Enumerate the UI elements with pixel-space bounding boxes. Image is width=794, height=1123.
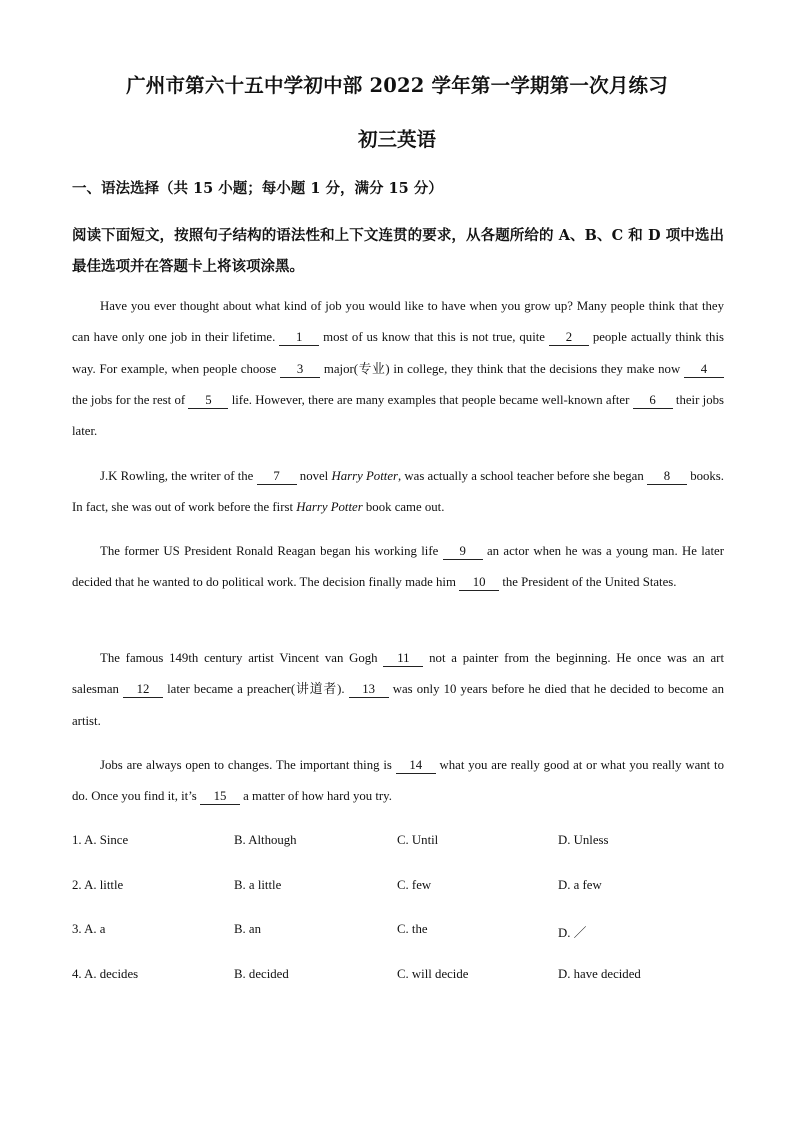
passage-paragraph-5: Jobs are always open to changes. The important thing is 14 what you are really good at or what you really want to do. Once you find it, it’s 15 a matter of how hard you try. (72, 758, 725, 804)
exam-subtitle: 初三英语 (357, 128, 436, 151)
option-b: B. Although (234, 833, 297, 847)
passage-paragraph-3: The former US President Ronald Reagan began his working life 9 an actor when he was a young man. He later decided that he wanted to do political work. The decision finally made him 10 the President of the United States. (72, 544, 724, 590)
answer-blank-10: 10 (459, 574, 499, 591)
option-b: B. an (234, 922, 262, 936)
option-a: 3. A. a (72, 922, 106, 936)
answer-blank-14: 14 (396, 757, 436, 774)
option-c: C. the (397, 922, 428, 936)
exam-title: 广州市第六十五中学初中部 2022 学年第一学期第一次月练习 (126, 74, 668, 97)
option-c: C. few (397, 878, 432, 892)
answer-blank-8: 8 (647, 468, 687, 485)
option-a: 4. A. decides (72, 967, 139, 981)
option-d: D. a few (558, 878, 602, 892)
passage-paragraph-2: J.K Rowling, the writer of the 7 novel Harry Potter, was actually a school teacher before she began 8 books. In fact, she was out of work before the first Harry Potter book came out. (72, 469, 724, 515)
answer-blank-5: 5 (188, 392, 228, 409)
option-d: D. have decided (558, 967, 641, 981)
answer-blank-12: 12 (123, 681, 163, 698)
book-title: Harry Potter (296, 500, 363, 515)
answer-blank-9: 9 (443, 543, 483, 560)
book-title: Harry Potter (331, 469, 398, 483)
option-a: 1. A. Since (72, 833, 129, 847)
option-c: C. will decide (397, 967, 469, 981)
answer-blank-4: 4 (684, 361, 724, 378)
option-b: B. decided (234, 967, 289, 981)
answer-blank-13: 13 (349, 681, 389, 698)
answer-blank-7: 7 (257, 468, 297, 485)
section-instruction: 阅读下面短文，按照句子结构的语法性和上下文连贯的要求，从各题所给的 A、B、C 和 D 项中选出最佳选项并在答题卡上将该项涂黑。 (72, 227, 724, 275)
option-c: C. Until (397, 833, 439, 847)
passage-paragraph-1: Have you ever thought about what kind of job you would like to have when you grow up? Many people think that they can have only one job in their lifetime. 1 most of us know that this is not true, quite 2 people actually think this way. For example, when people choose 3 major(专业) in college, they think that the decisions they make now 4 the jobs for the rest of 5 life. However, there are many examples that people became well-known after 6 their jobs later. (72, 299, 724, 439)
section-heading: 一、语法选择（共 15 小题；每小题 1 分，满分 15 分） (72, 180, 443, 197)
answer-blank-11: 11 (383, 650, 423, 667)
answer-blank-3: 3 (280, 361, 320, 378)
answer-blank-6: 6 (633, 392, 673, 409)
option-a: 2. A. little (72, 878, 124, 892)
answer-blank-1: 1 (279, 329, 319, 346)
option-d: D. ／ (558, 926, 587, 940)
passage-paragraph-4: The famous 149th century artist Vincent van Gogh 11 not a painter from the beginning. He once was an art salesman 12 later became a preacher(讲道者). 13 was only 10 years before he died that he decided to become an artist. (72, 651, 724, 728)
answer-blank-15: 15 (200, 788, 240, 805)
option-b: B. a little (234, 878, 282, 892)
answer-blank-2: 2 (549, 329, 589, 346)
option-d: D. Unless (558, 833, 609, 847)
